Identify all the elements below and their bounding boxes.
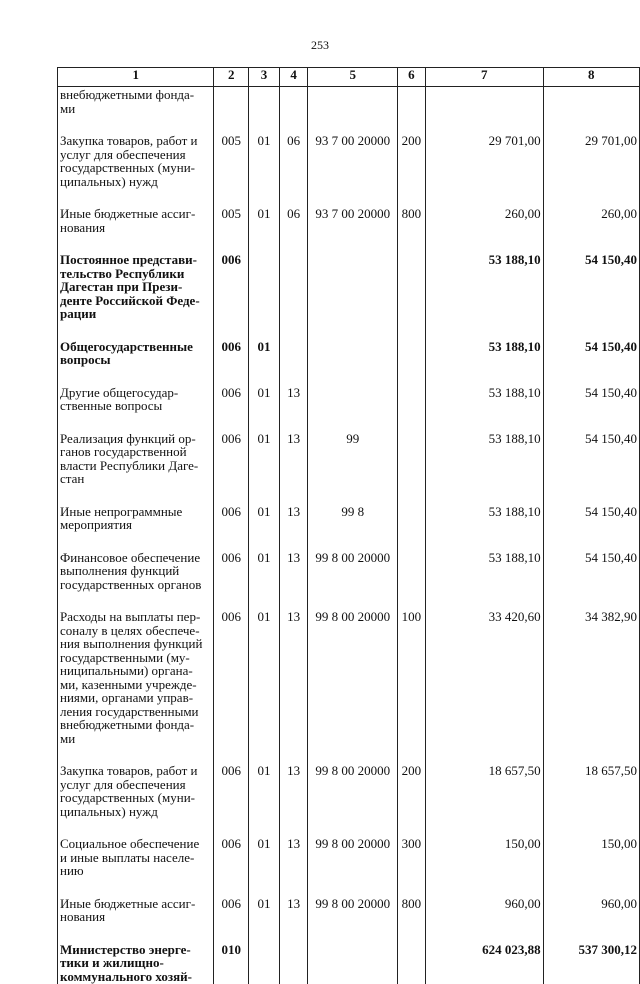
row-code-cell: 006 xyxy=(214,896,249,925)
spacer-cell xyxy=(279,746,308,763)
spacer-cell xyxy=(543,879,639,896)
row-amount-year2-cell: 54 150,40 xyxy=(543,385,639,414)
row-amount-year1-cell: 150,00 xyxy=(425,836,543,879)
spacer-cell xyxy=(308,592,397,609)
spacer-cell xyxy=(58,322,214,339)
spacer-cell xyxy=(214,322,249,339)
row-code-cell: 010 xyxy=(214,942,249,984)
spacer-cell xyxy=(543,746,639,763)
row-name-cell: Иные бюджетные ассиг- нования xyxy=(58,896,214,925)
spacer-cell xyxy=(425,368,543,385)
spacer-cell xyxy=(249,189,280,206)
spacer-cell xyxy=(425,116,543,133)
row-section-cell: 01 xyxy=(249,609,280,746)
header-col-1: 1 xyxy=(58,68,214,87)
table-header-row xyxy=(58,68,640,87)
row-amount-year1-cell: 18 657,50 xyxy=(425,763,543,819)
spacer-cell xyxy=(249,322,280,339)
row-subsection-cell: 13 xyxy=(279,385,308,414)
row-target-item-cell: 99 8 00 20000 xyxy=(308,836,397,879)
row-target-item-cell: 99 8 00 20000 xyxy=(308,763,397,819)
spacer-cell xyxy=(279,235,308,252)
row-subsection-cell: 13 xyxy=(279,431,308,487)
row-name-cell: Другие общегосудар- ственные вопросы xyxy=(58,385,214,414)
spacer-cell xyxy=(214,116,249,133)
row-amount-year2-cell: 960,00 xyxy=(543,896,639,925)
spacer-cell xyxy=(279,414,308,431)
spacer-cell xyxy=(397,487,425,504)
spacer-cell xyxy=(279,487,308,504)
spacer-cell xyxy=(397,819,425,836)
header-col-6: 6 xyxy=(397,68,425,87)
row-amount-year2-cell: 54 150,40 xyxy=(543,504,639,533)
spacer-cell xyxy=(543,533,639,550)
row-expense-type-cell xyxy=(397,339,425,368)
spacer-cell xyxy=(249,116,280,133)
row-section-cell xyxy=(249,252,280,322)
row-target-item-cell xyxy=(308,385,397,414)
spacer-cell xyxy=(543,368,639,385)
spacer-cell xyxy=(543,592,639,609)
row-section-cell: 01 xyxy=(249,504,280,533)
spacer-cell xyxy=(279,819,308,836)
spacer-cell xyxy=(308,116,397,133)
row-expense-type-cell xyxy=(397,431,425,487)
spacer-cell xyxy=(58,533,214,550)
row-amount-year2-cell: 54 150,40 xyxy=(543,431,639,487)
spacer-cell xyxy=(543,819,639,836)
row-code-cell: 006 xyxy=(214,550,249,593)
row-amount-year1-cell: 53 188,10 xyxy=(425,385,543,414)
row-section-cell: 01 xyxy=(249,550,280,593)
spacer-cell xyxy=(308,414,397,431)
row-subsection-cell: 13 xyxy=(279,836,308,879)
row-code-cell: 006 xyxy=(214,252,249,322)
row-subsection-cell xyxy=(279,252,308,322)
spacer-cell xyxy=(214,879,249,896)
spacer-cell xyxy=(249,487,280,504)
table-row xyxy=(58,550,640,593)
spacer-cell xyxy=(279,368,308,385)
spacer-cell xyxy=(214,414,249,431)
table-row xyxy=(58,87,640,117)
row-amount-year2-cell: 54 150,40 xyxy=(543,339,639,368)
spacer-cell xyxy=(58,414,214,431)
spacer-cell xyxy=(214,746,249,763)
spacer-cell xyxy=(397,322,425,339)
row-subsection-cell: 13 xyxy=(279,896,308,925)
row-target-item-cell: 93 7 00 20000 xyxy=(308,133,397,189)
row-target-item-cell: 99 xyxy=(308,431,397,487)
row-spacer xyxy=(58,746,640,763)
spacer-cell xyxy=(543,189,639,206)
spacer-cell xyxy=(249,368,280,385)
row-name-cell: Закупка товаров, работ и услуг для обеспечения государственных (муни- ципальных) нужд xyxy=(58,133,214,189)
row-expense-type-cell xyxy=(397,87,425,117)
spacer-cell xyxy=(279,533,308,550)
spacer-cell xyxy=(279,592,308,609)
spacer-cell xyxy=(308,925,397,942)
row-amount-year2-cell: 537 300,12 xyxy=(543,942,639,984)
row-target-item-cell xyxy=(308,339,397,368)
spacer-cell xyxy=(425,819,543,836)
spacer-cell xyxy=(279,879,308,896)
row-code-cell: 006 xyxy=(214,385,249,414)
table-row xyxy=(58,836,640,879)
spacer-cell xyxy=(249,414,280,431)
row-name-cell: Общегосударственные вопросы xyxy=(58,339,214,368)
spacer-cell xyxy=(397,592,425,609)
row-code-cell: 005 xyxy=(214,206,249,235)
spacer-cell xyxy=(214,189,249,206)
row-expense-type-cell: 200 xyxy=(397,133,425,189)
row-subsection-cell: 13 xyxy=(279,504,308,533)
spacer-cell xyxy=(425,487,543,504)
row-section-cell xyxy=(249,87,280,117)
row-amount-year2-cell: 34 382,90 xyxy=(543,609,639,746)
row-subsection-cell: 06 xyxy=(279,133,308,189)
row-name-cell: Иные бюджетные ассиг- нования xyxy=(58,206,214,235)
spacer-cell xyxy=(58,487,214,504)
row-target-item-cell: 99 8 00 20000 xyxy=(308,609,397,746)
row-amount-year2-cell: 260,00 xyxy=(543,206,639,235)
row-expense-type-cell: 800 xyxy=(397,206,425,235)
row-amount-year1-cell: 53 188,10 xyxy=(425,550,543,593)
spacer-cell xyxy=(397,116,425,133)
row-expense-type-cell xyxy=(397,942,425,984)
spacer-cell xyxy=(308,322,397,339)
spacer-cell xyxy=(249,925,280,942)
row-subsection-cell: 13 xyxy=(279,550,308,593)
page-number: 253 xyxy=(0,38,640,53)
spacer-cell xyxy=(58,746,214,763)
spacer-cell xyxy=(249,592,280,609)
spacer-cell xyxy=(425,746,543,763)
row-amount-year1-cell: 29 701,00 xyxy=(425,133,543,189)
spacer-cell xyxy=(425,879,543,896)
row-target-item-cell xyxy=(308,87,397,117)
row-spacer xyxy=(58,592,640,609)
row-amount-year2-cell: 29 701,00 xyxy=(543,133,639,189)
spacer-cell xyxy=(425,533,543,550)
spacer-cell xyxy=(308,368,397,385)
row-amount-year2-cell: 54 150,40 xyxy=(543,252,639,322)
spacer-cell xyxy=(397,746,425,763)
spacer-cell xyxy=(214,368,249,385)
spacer-cell xyxy=(279,322,308,339)
spacer-cell xyxy=(249,746,280,763)
spacer-cell xyxy=(425,414,543,431)
row-code-cell: 006 xyxy=(214,609,249,746)
spacer-cell xyxy=(397,414,425,431)
row-spacer xyxy=(58,368,640,385)
spacer-cell xyxy=(214,235,249,252)
row-code-cell: 006 xyxy=(214,763,249,819)
row-code-cell xyxy=(214,87,249,117)
table-row xyxy=(58,431,640,487)
row-section-cell: 01 xyxy=(249,431,280,487)
spacer-cell xyxy=(214,533,249,550)
spacer-cell xyxy=(279,116,308,133)
row-spacer xyxy=(58,487,640,504)
spacer-cell xyxy=(58,235,214,252)
spacer-cell xyxy=(249,819,280,836)
header-col-7: 7 xyxy=(425,68,543,87)
table-row xyxy=(58,206,640,235)
row-target-item-cell: 99 8 xyxy=(308,504,397,533)
spacer-cell xyxy=(308,819,397,836)
row-name-cell: внебюджетными фонда- ми xyxy=(58,87,214,117)
table-row xyxy=(58,385,640,414)
row-subsection-cell: 06 xyxy=(279,206,308,235)
row-spacer xyxy=(58,189,640,206)
row-amount-year2-cell xyxy=(543,87,639,117)
header-col-3: 3 xyxy=(249,68,280,87)
row-name-cell: Иные непрограммные мероприятия xyxy=(58,504,214,533)
row-amount-year2-cell: 150,00 xyxy=(543,836,639,879)
row-code-cell: 005 xyxy=(214,133,249,189)
row-section-cell: 01 xyxy=(249,339,280,368)
spacer-cell xyxy=(308,533,397,550)
row-spacer xyxy=(58,879,640,896)
spacer-cell xyxy=(425,322,543,339)
spacer-cell xyxy=(425,189,543,206)
row-name-cell: Министерство энерге- тики и жилищно- коммунального хозяй- xyxy=(58,942,214,984)
row-amount-year1-cell: 960,00 xyxy=(425,896,543,925)
row-subsection-cell xyxy=(279,339,308,368)
row-section-cell: 01 xyxy=(249,763,280,819)
row-code-cell: 006 xyxy=(214,339,249,368)
spacer-cell xyxy=(308,487,397,504)
spacer-cell xyxy=(279,189,308,206)
table-body xyxy=(58,87,640,984)
spacer-cell xyxy=(397,925,425,942)
row-subsection-cell xyxy=(279,942,308,984)
row-name-cell: Финансовое обеспечение выполнения функций государственных органов xyxy=(58,550,214,593)
spacer-cell xyxy=(543,322,639,339)
spacer-cell xyxy=(397,533,425,550)
budget-table xyxy=(57,67,640,984)
row-spacer xyxy=(58,533,640,550)
row-expense-type-cell: 200 xyxy=(397,763,425,819)
row-target-item-cell: 99 8 00 20000 xyxy=(308,550,397,593)
row-code-cell: 006 xyxy=(214,836,249,879)
row-spacer xyxy=(58,235,640,252)
row-target-item-cell: 99 8 00 20000 xyxy=(308,896,397,925)
row-amount-year1-cell xyxy=(425,87,543,117)
row-section-cell: 01 xyxy=(249,385,280,414)
row-section-cell: 01 xyxy=(249,896,280,925)
spacer-cell xyxy=(214,819,249,836)
row-amount-year1-cell: 53 188,10 xyxy=(425,252,543,322)
row-name-cell: Постоянное представи- тельство Республики Дагестан при Прези- денте Российской Феде- рации xyxy=(58,252,214,322)
table-row xyxy=(58,896,640,925)
row-target-item-cell xyxy=(308,942,397,984)
row-expense-type-cell xyxy=(397,385,425,414)
spacer-cell xyxy=(58,592,214,609)
spacer-cell xyxy=(543,414,639,431)
row-spacer xyxy=(58,322,640,339)
table-row xyxy=(58,942,640,984)
row-section-cell: 01 xyxy=(249,206,280,235)
row-amount-year1-cell: 33 420,60 xyxy=(425,609,543,746)
spacer-cell xyxy=(543,925,639,942)
row-section-cell: 01 xyxy=(249,133,280,189)
spacer-cell xyxy=(58,879,214,896)
row-subsection-cell: 13 xyxy=(279,609,308,746)
header-col-2: 2 xyxy=(214,68,249,87)
row-expense-type-cell xyxy=(397,504,425,533)
table-row xyxy=(58,763,640,819)
row-amount-year1-cell: 53 188,10 xyxy=(425,504,543,533)
row-amount-year1-cell: 624 023,88 xyxy=(425,942,543,984)
row-amount-year1-cell: 53 188,10 xyxy=(425,339,543,368)
spacer-cell xyxy=(397,235,425,252)
spacer-cell xyxy=(308,879,397,896)
row-code-cell: 006 xyxy=(214,504,249,533)
row-section-cell xyxy=(249,942,280,984)
row-spacer xyxy=(58,116,640,133)
row-expense-type-cell xyxy=(397,550,425,593)
row-name-cell: Закупка товаров, работ и услуг для обеспечения государственных (муни- ципальных) нужд xyxy=(58,763,214,819)
spacer-cell xyxy=(397,189,425,206)
row-target-item-cell xyxy=(308,252,397,322)
spacer-cell xyxy=(58,368,214,385)
spacer-cell xyxy=(249,879,280,896)
row-subsection-cell: 13 xyxy=(279,763,308,819)
row-amount-year1-cell: 53 188,10 xyxy=(425,431,543,487)
row-name-cell: Реализация функций ор- ганов государственной власти Республики Даге- стан xyxy=(58,431,214,487)
spacer-cell xyxy=(425,235,543,252)
row-expense-type-cell: 300 xyxy=(397,836,425,879)
header-col-4: 4 xyxy=(279,68,308,87)
spacer-cell xyxy=(279,925,308,942)
spacer-cell xyxy=(249,533,280,550)
header-col-5: 5 xyxy=(308,68,397,87)
row-name-cell: Социальное обеспечение и иные выплаты населе- нию xyxy=(58,836,214,879)
row-amount-year1-cell: 260,00 xyxy=(425,206,543,235)
table-row xyxy=(58,252,640,322)
spacer-cell xyxy=(543,235,639,252)
table-row xyxy=(58,339,640,368)
spacer-cell xyxy=(214,925,249,942)
table-row xyxy=(58,504,640,533)
spacer-cell xyxy=(308,189,397,206)
spacer-cell xyxy=(543,116,639,133)
row-code-cell: 006 xyxy=(214,431,249,487)
spacer-cell xyxy=(214,487,249,504)
spacer-cell xyxy=(308,746,397,763)
spacer-cell xyxy=(543,487,639,504)
row-amount-year2-cell: 18 657,50 xyxy=(543,763,639,819)
row-expense-type-cell xyxy=(397,252,425,322)
spacer-cell xyxy=(58,189,214,206)
table-row xyxy=(58,609,640,746)
spacer-cell xyxy=(425,592,543,609)
row-spacer xyxy=(58,925,640,942)
spacer-cell xyxy=(214,592,249,609)
spacer-cell xyxy=(58,116,214,133)
header-col-8: 8 xyxy=(543,68,639,87)
row-target-item-cell: 93 7 00 20000 xyxy=(308,206,397,235)
spacer-cell xyxy=(397,879,425,896)
row-expense-type-cell: 100 xyxy=(397,609,425,746)
row-spacer xyxy=(58,819,640,836)
spacer-cell xyxy=(58,819,214,836)
row-name-cell: Расходы на выплаты пер- соналу в целях обеспече- ния выполнения функций государственными (му- ниципальными) органа- ми, казенными учрежде- ниями, органами управ- ления государственными внебюджетными фонда- ми xyxy=(58,609,214,746)
spacer-cell xyxy=(249,235,280,252)
row-amount-year2-cell: 54 150,40 xyxy=(543,550,639,593)
spacer-cell xyxy=(425,925,543,942)
row-expense-type-cell: 800 xyxy=(397,896,425,925)
row-section-cell: 01 xyxy=(249,836,280,879)
row-subsection-cell xyxy=(279,87,308,117)
row-spacer xyxy=(58,414,640,431)
spacer-cell xyxy=(397,368,425,385)
table-row xyxy=(58,133,640,189)
spacer-cell xyxy=(58,925,214,942)
spacer-cell xyxy=(308,235,397,252)
